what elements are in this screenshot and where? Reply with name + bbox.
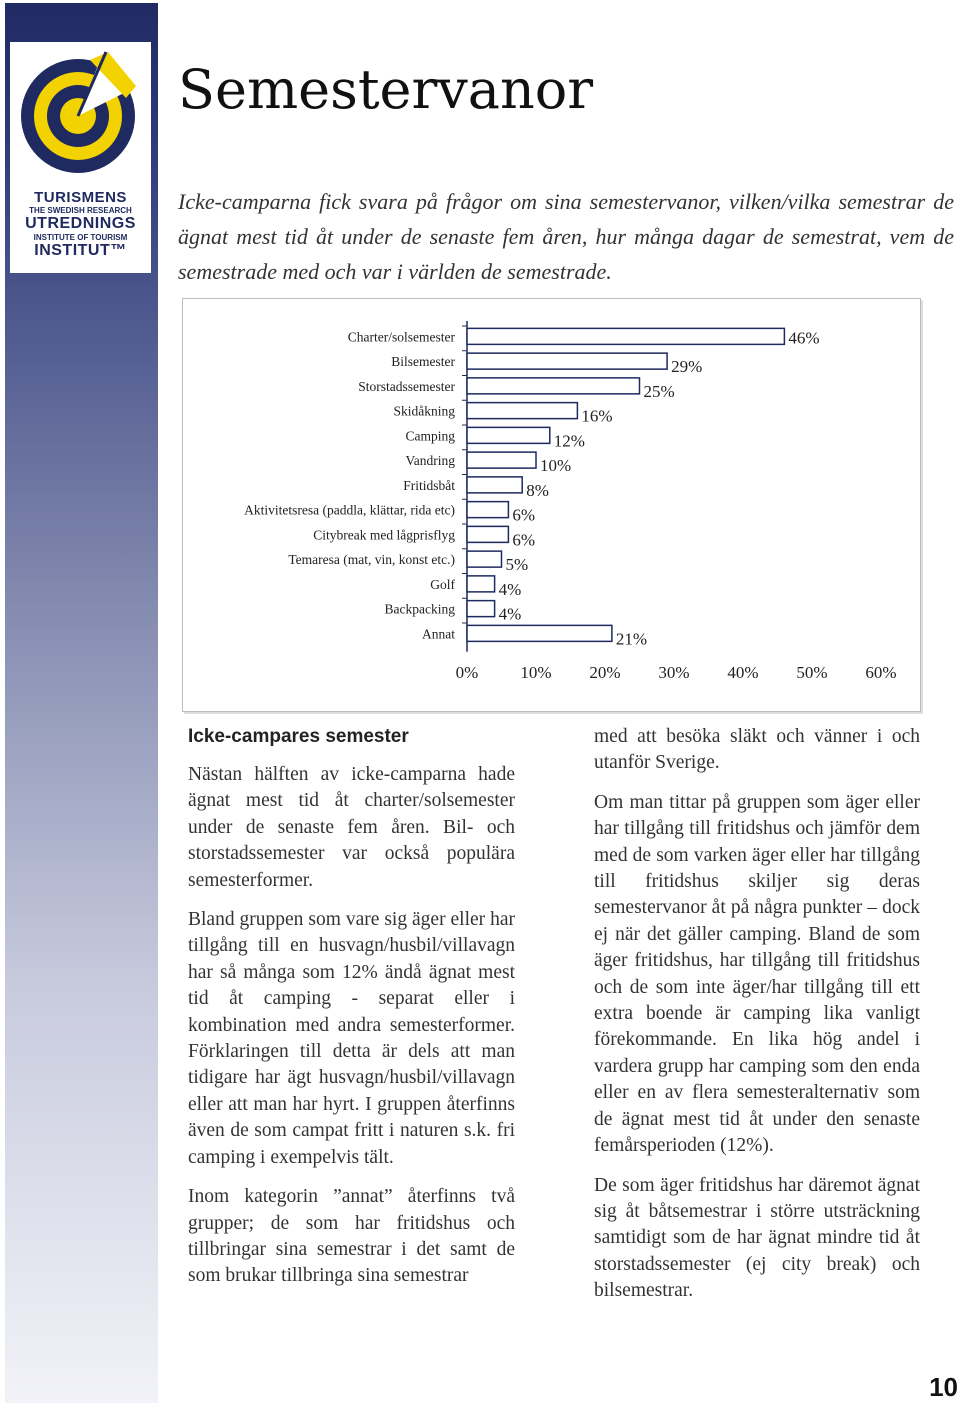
category-label: Backpacking <box>384 601 455 617</box>
data-label: 12% <box>553 431 585 451</box>
bar <box>467 576 495 592</box>
category-label: Temaresa (mat, vin, konst etc.) <box>288 552 455 568</box>
x-tick-label: 40% <box>727 663 759 682</box>
right-paragraph-3: De som äger fritidshus har däremot ägnat sig åt båtsemestrar i större utsträckning samtidigt som de har ägnat mindre tid åt storstadssemester (ej city break) och bilsemestrar. <box>594 1174 920 1302</box>
right-paragraph-2: Om man tittar på gruppen som äger eller har tillgång till fritidshus och jämför dem med de som varken äger eller har tillgång till fritidshus skiljer sig deras semestervanor åt på några punkter – dock ej när det gäller camping. Bland de som äger fritidshus, har tillgång till fritidshus och de som inte äger/har tillgång till ett extra boende är camping lika vanligt förekommande. En lika hög andel i vardera grupp har camping som den enda eller en av flera semesteralternativ som de ägnat mest tid åt under den senaste femårsperioden (12%). <box>594 791 920 1157</box>
bar <box>467 353 667 369</box>
x-tick-label: 30% <box>658 663 690 682</box>
bar <box>467 625 612 641</box>
data-label: 10% <box>540 456 572 476</box>
bar <box>467 378 640 394</box>
intro-paragraph: Icke-camparna fick svara på frågor om sina semestervanor, vilken/vilka semestrar de ägnat mest tid åt under de senaste fem åren, hur många dagar de semestrat, vem de semestrade med och var i världen de semestrade. <box>178 189 954 284</box>
x-tick-label: 50% <box>796 663 828 682</box>
data-label: 46% <box>788 328 820 348</box>
bar <box>467 403 577 419</box>
bar <box>467 328 784 344</box>
left-paragraph-3: Inom kategorin ”annat” återfinns två grupper; de som har fritidshus och tillbringar sina semestrar i det samt de som brukar tillbringa sina semestrar <box>188 1186 515 1287</box>
category-label: Camping <box>405 428 455 444</box>
bar <box>467 502 508 518</box>
bar <box>467 452 536 468</box>
data-label: 21% <box>615 629 648 649</box>
page-title: Semestervanor <box>178 58 594 121</box>
data-label: 6% <box>512 530 536 550</box>
data-label: 25% <box>643 381 675 401</box>
logo <box>10 42 151 273</box>
data-label: 29% <box>671 357 703 377</box>
x-tick-label: 0% <box>455 663 479 682</box>
section-heading: Icke-campares semester <box>188 726 409 747</box>
bar-chart <box>182 298 921 712</box>
bar <box>467 601 495 617</box>
left-column <box>188 724 515 1303</box>
category-label: Storstadssemester <box>358 378 455 394</box>
left-paragraph-1: Nästan hälften av icke-camparna hade ägnat mest tid åt charter/solsemester under de senaste fem åren. Bil- och storstadssemester var också populära semesterformer. <box>188 764 515 891</box>
data-label: 16% <box>581 406 613 426</box>
bar <box>467 526 508 542</box>
data-label: 5% <box>505 555 529 575</box>
category-label: Bilsemester <box>391 354 455 370</box>
data-label: 4% <box>498 604 522 624</box>
bar <box>467 551 502 567</box>
data-label: 8% <box>526 480 549 500</box>
left-paragraph-2: Bland gruppen som vare sig äger eller har tillgång till en husvagn/husbil/villavagn har så många som 12% ändå ägnat mest tid åt camping - separat eller i kombination med andra semesterformer. Förklaringen till detta är dels att man tidigare har ägt husvagn/husbil/villavagn eller att man har hyrt. I gruppen återfinns även de som campat fritt i naturen s.k. fri camping i exempelvis tält. <box>188 909 515 1168</box>
bar-chart-svg <box>183 299 920 711</box>
logo-emblem-icon <box>18 44 143 186</box>
logo-line-4: INSTITUTE OF TOURISM <box>33 233 128 242</box>
x-tick-label: 60% <box>865 663 897 682</box>
right-paragraph-1: med att besöka släkt och vänner i och utanför Sverige. <box>594 726 920 774</box>
data-label: 4% <box>498 579 522 599</box>
bar <box>467 477 522 493</box>
data-label: 6% <box>512 505 536 525</box>
logo-line-5: INSTITUT™ <box>34 242 127 259</box>
category-label: Annat <box>422 626 455 642</box>
category-label: Golf <box>430 576 455 592</box>
category-label: Fritidsbåt <box>403 477 455 493</box>
category-label: Aktivitetsresa (paddla, klättar, rida etc) <box>244 502 455 518</box>
logo-line-3: UTREDNINGS <box>25 215 136 232</box>
bar <box>467 427 550 443</box>
x-tick-label: 10% <box>520 663 552 682</box>
logo-line-2: THE SWEDISH RESEARCH <box>29 206 132 215</box>
x-tick-label: 20% <box>589 663 621 682</box>
category-label: Citybreak med lågprisflyg <box>313 527 455 543</box>
logo-line-1: TURISMENS <box>34 189 127 206</box>
right-column <box>594 724 920 1318</box>
category-label: Charter/solsemester <box>347 329 455 345</box>
category-label: Skidåkning <box>393 403 455 419</box>
category-label: Vandring <box>405 453 455 469</box>
page-number: 10 <box>929 1372 958 1402</box>
